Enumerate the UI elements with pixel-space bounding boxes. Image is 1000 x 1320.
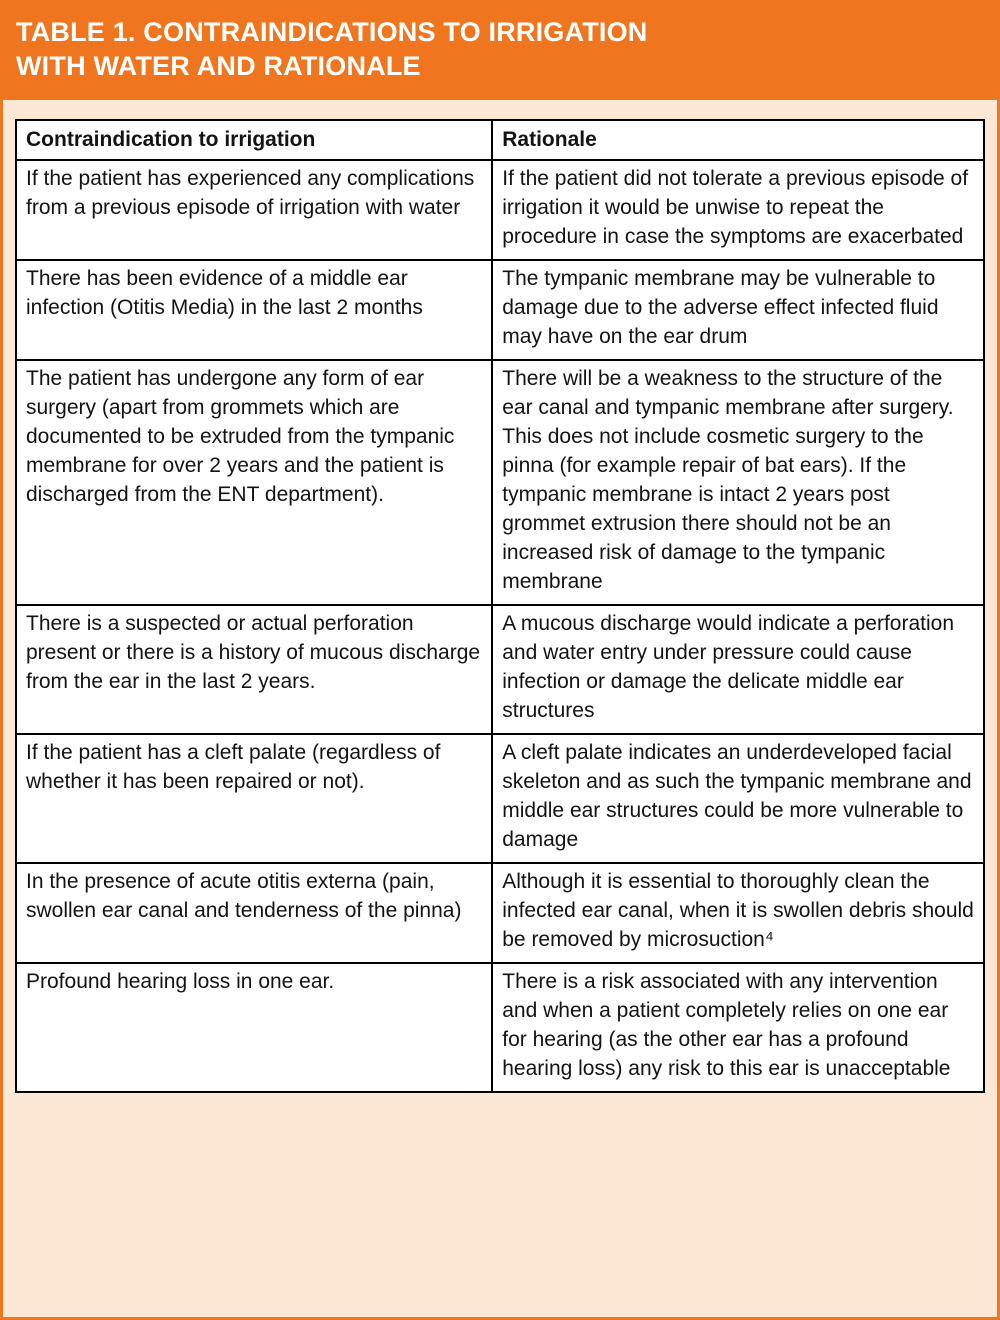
rationale-cell: Although it is essential to thoroughly clean the infected ear canal, when it is swollen debris should be removed by microsuction⁴ bbox=[492, 863, 984, 963]
table-row bbox=[16, 360, 984, 605]
contraindication-cell: If the patient has experienced any complications from a previous episode of irrigation with water bbox=[16, 160, 492, 260]
rationale-cell: If the patient did not tolerate a previous episode of irrigation it would be unwise to repeat the procedure in case the symptoms are exacerbated bbox=[492, 160, 984, 260]
contraindication-cell: Profound hearing loss in one ear. bbox=[16, 963, 492, 1092]
column-header-rationale: Rationale bbox=[492, 120, 984, 161]
contraindication-cell: In the presence of acute otitis externa (pain, swollen ear canal and tenderness of the pinna) bbox=[16, 863, 492, 963]
table-title-bar bbox=[3, 3, 997, 100]
table-row bbox=[16, 963, 984, 1092]
contraindication-cell: If the patient has a cleft palate (regardless of whether it has been repaired or not). bbox=[16, 734, 492, 863]
table-header-row bbox=[16, 120, 984, 161]
table-title-line1: TABLE 1. CONTRAINDICATIONS TO IRRIGATION bbox=[16, 17, 648, 47]
rationale-cell: The tympanic membrane may be vulnerable to damage due to the adverse effect infected fluid may have on the ear drum bbox=[492, 260, 984, 360]
contraindications-table bbox=[15, 119, 985, 1093]
table-title-line2: WITH WATER AND RATIONALE bbox=[16, 50, 421, 81]
contraindication-cell: There is a suspected or actual perforation present or there is a history of mucous discharge from the ear in the last 2 years. bbox=[16, 605, 492, 734]
table-row bbox=[16, 260, 984, 360]
table-row bbox=[16, 160, 984, 260]
contraindication-cell: There has been evidence of a middle ear infection (Otitis Media) in the last 2 months bbox=[16, 260, 492, 360]
table-row bbox=[16, 734, 984, 863]
table-row bbox=[16, 863, 984, 963]
table-row bbox=[16, 605, 984, 734]
table-container bbox=[3, 100, 997, 1093]
contraindication-cell: The patient has undergone any form of ear surgery (apart from grommets which are documented to be extruded from the tympanic membrane for over 2 years and the patient is discharged from the ENT department). bbox=[16, 360, 492, 605]
rationale-cell: There will be a weakness to the structure of the ear canal and tympanic membrane after surgery. This does not include cosmetic surgery to the pinna (for example repair of bat ears). If the tympanic membrane is intact 2 years post grommet extrusion there should not be an increased risk of damage to the tympanic membrane bbox=[492, 360, 984, 605]
rationale-cell: A mucous discharge would indicate a perforation and water entry under pressure could cause infection or damage the delicate middle ear structures bbox=[492, 605, 984, 734]
column-header-contraindication: Contraindication to irrigation bbox=[16, 120, 492, 161]
table-title bbox=[16, 16, 981, 84]
rationale-cell: A cleft palate indicates an underdeveloped facial skeleton and as such the tympanic membrane and middle ear structures could be more vulnerable to damage bbox=[492, 734, 984, 863]
rationale-cell: There is a risk associated with any intervention and when a patient completely relies on one ear for hearing (as the other ear has a profound hearing loss) any risk to this ear is unacceptable bbox=[492, 963, 984, 1092]
